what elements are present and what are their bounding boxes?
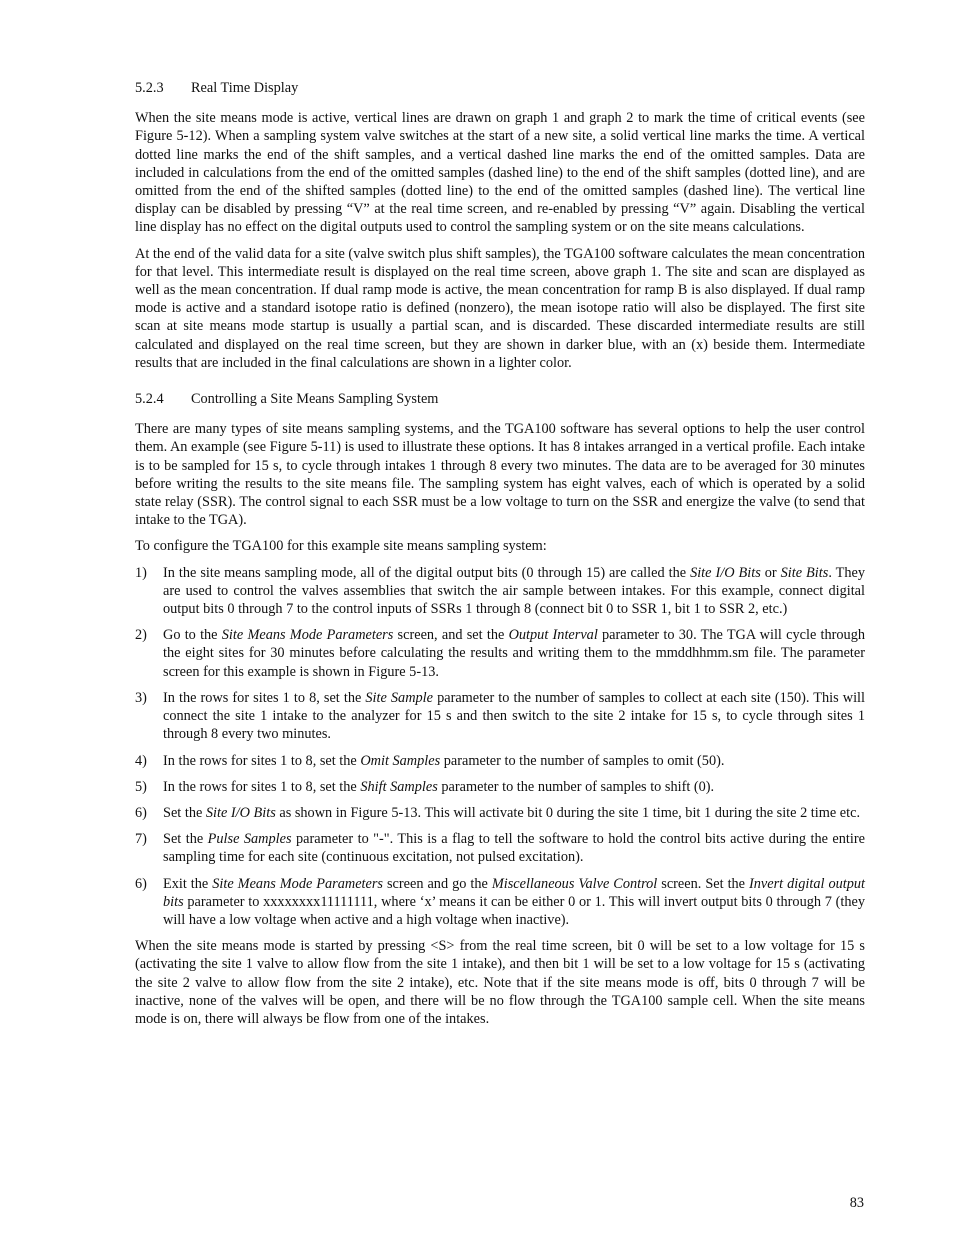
section-number: 5.2.3: [135, 80, 164, 96]
list-marker: 3): [135, 689, 147, 706]
list-marker: 6): [135, 804, 147, 821]
list-marker: 5): [135, 778, 147, 795]
list-marker: 7): [135, 831, 147, 848]
list-item: 5) In the rows for sites 1 to 8, set the Shift Samples parameter to the number of samples to shift (0).: [135, 778, 715, 795]
paragraph: To configure the TGA100 for this example site means sampling system:: [135, 538, 547, 555]
page-content: [135, 79, 865, 1036]
list-marker: 2): [135, 627, 147, 644]
list-item: 7) Set the Pulse Samples parameter to "-". This is a flag to tell the software to hold the control bits active during the entire sampling time for each site (continuous excitation, not pulsed excitation).: [135, 831, 865, 866]
list-marker: 1): [135, 564, 147, 581]
paragraph: When the site means mode is started by pressing <S> from the real time screen, bit 0 will be set to a low voltage for 15 s (activating the site 1 valve to allow flow from the site 1 intake), and then bit 1 will be set to a low voltage for 15 s (activating the site 2 valve to allow flow from the site 2 intake), etc. Note that if the site means mode is off, bits 0 through 7 will be inactive, none of the valves will be open, and there will be no flow through the TGA100 sample cell. When the site means mode is on, there will always be flow from one of the intakes.: [135, 938, 865, 1027]
list-item: 4) In the rows for sites 1 to 8, set the Omit Samples parameter to the number of samples to omit (50).: [135, 752, 725, 769]
list-item: 2) Go to the Site Means Mode Parameters screen, and set the Output Interval parameter to 30. The TGA will cycle through the eight sites for 30 minutes before calculating the results and writing them to the mmddhhmm.sm file. The parameter screen for this example is shown in Figure 5-13.: [135, 627, 865, 680]
configuration-steps-list: [135, 564, 865, 929]
paragraph: When the site means mode is active, vertical lines are drawn on graph 1 and graph 2 to mark the time of critical events (see Figure 5-12). When a sampling system valve switches at the start of a new site, a solid vertical line marks the time. A vertical dotted line marks the end of the shift samples, and a vertical dashed line marks the end of the omitted samples. Data are included in calculations from the end of the omitted samples (dashed line) to the end of the shift samples (dotted line), and are omitted from the end of the shifted samples (dotted line) to the end of the omitted samples (dashed line). The vertical line display can be disabled by pressing “V” at the real time screen, and re-enabled by pressing “V” again. Disabling the vertical line display has no effect on the digital outputs used to control the sampling system or on the site means calculations.: [135, 110, 865, 236]
section-heading-5-2-4: [135, 390, 865, 408]
list-item: 6) Set the Site I/O Bits as shown in Figure 5-13. This will activate bit 0 during the site 1 time, bit 1 during the site 2 time etc.: [135, 804, 861, 821]
list-item: 6) Exit the Site Means Mode Parameters screen and go the Miscellaneous Valve Control screen. Set the Invert digital output bits parameter to xxxxxxxx11111111, where ‘x’ means it can be either 0 or 1. This will invert output bits 0 through 7 (they will have a low voltage when active and a high voltage when inactive).: [135, 875, 865, 928]
paragraph: There are many types of site means sampling systems, and the TGA100 software has several options to help the user control them. An example (see Figure 5-11) is used to illustrate these options. It has 8 intakes arranged in a vertical profile. Each intake is to be sampled for 15 s, to cycle through intakes 1 through 8 every two minutes. The data are to be averaged for 30 minutes before writing the results to the site means file. The sampling system has eight valves, each of which is operated by a solid state relay (SSR). The control signal to each SSR must be a low voltage to turn on the SSR and energize the valve (to send that intake to the TGA).: [135, 421, 865, 529]
section-number: 5.2.4: [135, 391, 164, 408]
page-number: 83: [849, 1195, 864, 1211]
paragraph: At the end of the valid data for a site (valve switch plus shift samples), the TGA100 software calculates the mean concentration for that level. This intermediate result is displayed on the real time screen, above graph 1. The site and scan are displayed as well as the mean concentration. If dual ramp mode is active, the mean concentration for ramp B is also displayed. If dual ramp mode is active and a standard isotope ratio is defined (nonzero), the mean isotope ratio will also be displayed. The first site scan at site means mode startup is usually a partial scan, and is discarded. These discarded intermediate results are still calculated and displayed on the real time screen, but they are shown in darker blue, with an (x) beside them. Intermediate results that are included in the final calculations are shown in a lighter color.: [135, 245, 865, 371]
list-item: 3) In the rows for sites 1 to 8, set the Site Sample parameter to the number of samples to collect at each site (150). This will connect the site 1 intake to the analyzer for 15 s and then switch to the site 2 intake for 15 s, to cycle through sites 1 through 8 every two minutes.: [135, 689, 865, 743]
section-title: Real Time Display: [191, 80, 299, 96]
section-title: Controlling a Site Means Sampling System: [191, 391, 439, 408]
list-marker: 4): [135, 752, 147, 769]
list-item: 1) In the site means sampling mode, all of the digital output bits (0 through 15) are called the Site I/O Bits or Site Bits. They are used to control the valves assemblies that switch the air sample between intakes. For this example, connect digital output bits 0 through 7 to the control inputs of SSRs 1 through 8 (connect bit 0 to SSR 1, bit 1 to SSR 2, etc.): [135, 564, 865, 618]
section-heading-5-2-3: [135, 79, 865, 97]
list-marker: 6): [135, 875, 147, 892]
